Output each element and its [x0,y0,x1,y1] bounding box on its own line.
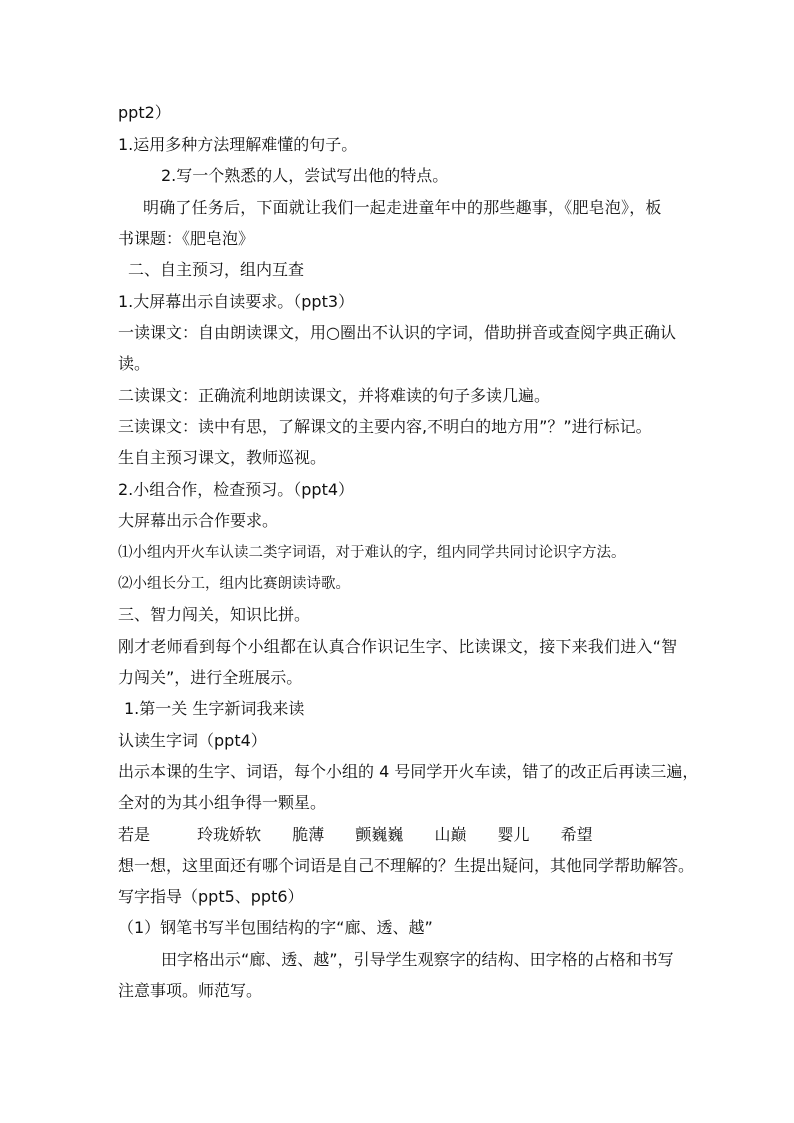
word-item: 脆薄 [292,825,325,844]
text-line: 二读课文：正确流利地朗读课文，并将难读的句子多读几遍。 [118,386,551,405]
text-line: 全对的为其小组争得一颗星。 [118,793,327,812]
text-line: 三读课文：读中有思，了解课文的主要内容,不明白的地方用”？”进行标记。 [118,417,652,436]
text-line: 想一想，这里面还有哪个词语是自己不理解的？生提出疑问，其他同学帮助解答。 [118,856,695,875]
text-line: 写字指导（ppt5、ppt6） [118,887,304,906]
text-line: 1.第一关 生字新词我来读 [124,699,305,718]
text-line: 生自主预习课文，教师巡视。 [118,448,327,467]
text-line: 1.大屏幕出示自读要求。（ppt3） [118,292,355,311]
word-item: 希望 [560,825,593,844]
word-item: 颤巍巍 [355,825,404,844]
text-line: 力闯关”，进行全班展示。 [118,668,303,687]
word-row [118,825,619,845]
text-line: 明确了任务后，下面就让我们一起走进童年中的那些趣事，《肥皂泡》，板 [143,198,662,217]
text-line: 田字格出示“廊、透、越”，引导学生观察字的结构、田字格的占格和书写 [161,950,674,969]
text-line: 大屏幕出示合作要求。 [118,511,279,530]
text-line: 一读课文：自由朗读课文，用○圈出不认识的字词，借助拼音或查阅字典正确认 [118,323,676,342]
text-line: 1.运用多种方法理解难懂的句子。 [118,135,358,154]
section-heading: 三、智力闯关，知识比拼。 [118,605,311,624]
word-item: 若是 [118,825,151,844]
text-line: （1）钢笔书写半包围结构的字“廊、透、越” [118,918,433,937]
text-line: 认读生字词（ppt4） [118,731,267,750]
word-item: 山巅 [434,825,467,844]
word-item: 玲珑娇软 [197,825,262,844]
text-line: 出示本课的生字、词语，每个小组的 4 号同学开火车读，错了的改正后再读三遍， [118,762,699,781]
text-line: 读。 [118,354,151,373]
text-line: 2.写一个熟悉的人，尝试写出他的特点。 [161,166,449,185]
text-line: ppt2） [118,103,171,122]
text-line: ⑵小组长分工，组内比赛朗读诗歌。 [118,576,350,592]
text-line: 刚才老师看到每个小组都在认真合作识记生字、比读课文，接下来我们进入“智 [118,637,678,656]
section-heading: 二、自主预习，组内互查 [128,260,305,279]
text-line: ⑴小组内开火车认读二类字词语，对于难认的字，组内同学共同讨论识字方法。 [118,545,626,561]
text-line: 注意事项。师范写。 [118,981,263,1000]
word-item: 婴儿 [497,825,530,844]
text-line: 书课题：《肥皂泡》 [118,229,255,248]
text-line: 2.小组合作，检查预习。（ppt4） [118,480,355,499]
